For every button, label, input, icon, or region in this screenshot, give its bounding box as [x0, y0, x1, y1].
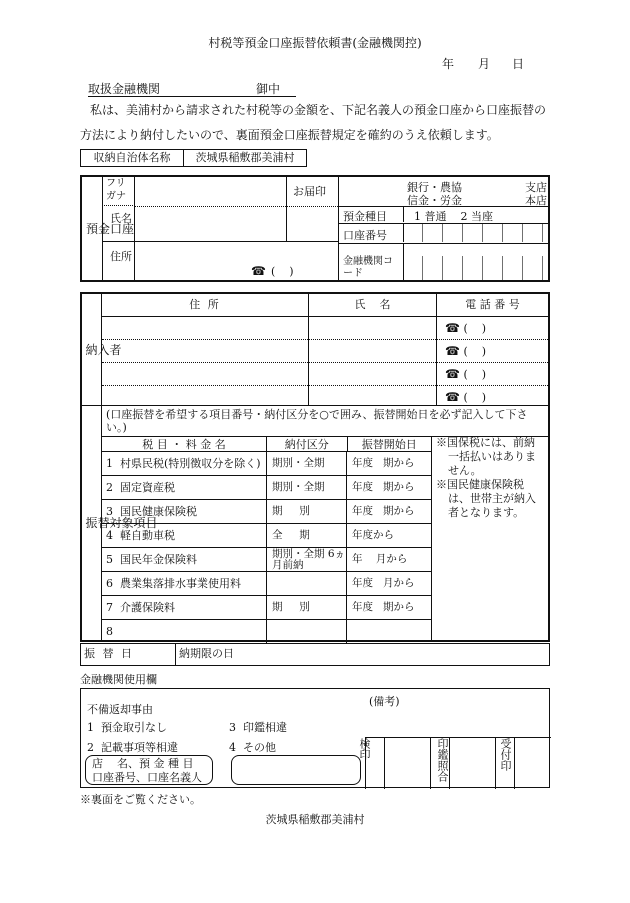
bank-use-reason-label: 不備返却事由: [87, 703, 153, 716]
transfer-day-label: 振 替 日: [81, 644, 176, 666]
transfer-item-division: 期 別: [267, 500, 347, 523]
date-year: 年: [442, 57, 455, 71]
transfer-item-name: [102, 596, 267, 619]
transfer-item-label: 国民健康保険税: [120, 505, 197, 518]
footer-org: 茨城県稲敷郡美浦村: [265, 813, 365, 826]
bracket-text: 店 名、預 金 種 目: [92, 757, 194, 770]
transfer-item-start: 年度から: [352, 529, 394, 541]
transfer-item-name: [102, 476, 267, 499]
transfer-item-division: [267, 572, 347, 595]
account-number-label: 口座番号: [343, 229, 387, 242]
payer-phone-row[interactable]: [437, 386, 548, 408]
telephone-icon: ☎: [445, 367, 460, 381]
deposit-type-options[interactable]: 1 普通 2 当座: [414, 210, 493, 223]
telephone-icon: ☎: [445, 390, 460, 404]
inspection-stamp-label: 検印: [366, 738, 385, 789]
transfer-item-name: [102, 620, 267, 643]
bank-recipient-line[interactable]: [88, 80, 296, 97]
transfer-header-division: 納付区分: [267, 436, 348, 451]
receipt-stamp-box[interactable]: [515, 738, 551, 789]
transfer-items-list: [102, 436, 431, 643]
transfer-item-number: 1: [106, 457, 113, 470]
head-office-label: 本店: [525, 194, 547, 207]
transfer-item-number: 3: [106, 505, 113, 518]
telephone-icon: ☎: [445, 321, 460, 335]
bank-types-2: 信金・労金: [407, 194, 462, 207]
collector-label: 収納自治体名称: [81, 150, 184, 167]
transfer-item-start: 年度 期から: [352, 505, 415, 517]
footer-note: ※裏面をご覧ください。: [80, 793, 201, 806]
account-side-label: 預金口座: [86, 221, 135, 236]
bank-use-bracket: [85, 755, 213, 785]
transfer-item-name: [102, 452, 267, 475]
seal-check-box[interactable]: [450, 738, 496, 789]
transfer-item-label: 国民年金保険料: [120, 553, 197, 566]
transfer-item-start: [347, 620, 431, 643]
bank-code-label: 金融機関コード: [343, 256, 393, 279]
transfer-item-row[interactable]: [102, 620, 431, 643]
bank-recipient-suffix: 御中: [256, 82, 281, 96]
seal-label: お届印: [293, 185, 326, 198]
transfer-item-row[interactable]: [102, 500, 431, 524]
date-month: 月: [478, 57, 491, 71]
transfer-item-row[interactable]: [102, 452, 431, 476]
transfer-item-label: 農業集落排水事業使用料: [120, 577, 241, 590]
collector-value: 茨城県稲敷郡美浦村: [184, 150, 307, 167]
transfer-item-label: 介護保険料: [120, 601, 175, 614]
transfer-item-name: [102, 500, 267, 523]
transfer-item-row[interactable]: [102, 596, 431, 620]
payer-phone-row[interactable]: [437, 317, 548, 340]
transfer-item-row[interactable]: [102, 548, 431, 572]
transfer-header-name: 税 目 ・ 料 金 名: [102, 436, 267, 451]
intro-paragraph: 私は、美浦村から請求された村税等の金額を、下記名義人の預金口座から口座振替の方法により納付したいので、裏面預金口座振替規定を確約のうえ依頼します。: [80, 103, 547, 142]
phone-paren: ( ): [463, 391, 487, 404]
bank-use-remarks: (備考): [369, 695, 400, 708]
transfer-item-start: 年度 期から: [352, 481, 415, 493]
transfer-item-name: [102, 572, 267, 595]
transfer-item-number: 2: [106, 481, 113, 494]
bank-stamp-area: [358, 737, 551, 789]
transfer-item-row[interactable]: [102, 476, 431, 500]
phone-paren: ( ): [463, 322, 487, 335]
transfer-item-name: [102, 548, 267, 571]
transfer-header-start: 振替開始日: [361, 438, 417, 451]
transfer-item-label: 村県民税(特別徴収分を除く): [120, 457, 261, 470]
telephone-icon: ☎: [251, 264, 266, 278]
bank-use-block: [80, 688, 550, 788]
transfer-note: ※国民健康保険税は、世帯主が納入者となります。: [436, 478, 536, 519]
transfer-item-division: 期別・全期 6ヵ月前納: [267, 548, 347, 571]
account-phone-paren[interactable]: ( ): [271, 265, 294, 278]
transfer-item-number: 4: [106, 529, 113, 542]
transfer-item-start: 年度 月から: [352, 577, 415, 589]
bank-use-reason[interactable]: 2 記載事項等相違: [87, 741, 178, 754]
transfer-item-start: 年度 期から: [352, 457, 415, 469]
transfer-item-name: [102, 524, 267, 547]
transfer-day-value: 納期限の日: [176, 644, 550, 666]
transfer-item-division: 期別・全期: [267, 476, 347, 499]
transfer-item-division: 期 別: [267, 596, 347, 619]
transfer-item-number: 5: [106, 553, 113, 566]
transfer-item-label: 軽自動車税: [120, 529, 175, 542]
payer-side-label: 納入者: [85, 342, 122, 357]
bank-name-area[interactable]: [338, 177, 549, 207]
address-input[interactable]: [135, 242, 338, 280]
bank-use-reason[interactable]: 1 預金取引なし: [87, 721, 167, 734]
transfer-item-label: 固定資産税: [120, 481, 175, 494]
bank-use-reason[interactable]: 3 印鑑相違: [229, 721, 287, 734]
name-label: 氏名: [102, 206, 135, 242]
branch-label: 支店: [525, 181, 547, 194]
bank-recipient-label: 取扱金融機関: [88, 82, 161, 96]
transfer-item-division: 全 期: [267, 524, 347, 547]
transfer-item-number: 8: [106, 625, 113, 638]
payer-transfer-block: [80, 292, 550, 642]
date-day: 日: [512, 57, 525, 71]
furigana-label: フリガナ: [102, 177, 135, 206]
transfer-item-row[interactable]: [102, 524, 431, 548]
transfer-note: ※国保税には、前納一括払いはありません。: [436, 436, 536, 477]
receipt-stamp-label: 受付印: [496, 738, 515, 789]
deposit-type-label: 預金種目: [343, 210, 387, 223]
payer-name-header: 氏 名: [309, 294, 436, 317]
bracket-text: 口座番号、口座名義人: [92, 771, 202, 784]
bank-use-other-input[interactable]: [231, 755, 361, 785]
transfer-day-table: [80, 643, 550, 666]
account-block: [80, 175, 550, 282]
transfer-notes: [431, 436, 548, 640]
phone-paren: ( ): [463, 368, 487, 381]
payer-address-header: 住 所: [102, 294, 308, 317]
transfer-item-division: [267, 620, 347, 643]
bank-use-reason[interactable]: 4 その他: [229, 741, 276, 754]
seal-box[interactable]: [286, 206, 338, 242]
bank-use-heading: 金融機関使用欄: [80, 673, 157, 686]
bank-types-1: 銀行・農協: [407, 181, 462, 194]
transfer-item-row[interactable]: [102, 572, 431, 596]
page-title: 村税等預金口座振替依頼書(金融機関控): [208, 36, 422, 50]
address-label: 住所: [102, 242, 135, 280]
telephone-icon: ☎: [445, 344, 460, 358]
transfer-item-number: 7: [106, 601, 113, 614]
account-number-boxes[interactable]: [403, 224, 549, 242]
name-input[interactable]: [135, 206, 286, 242]
seal-check-label: 印鑑照合: [431, 738, 450, 789]
transfer-item-start: 年 月から: [352, 553, 408, 565]
transfer-item-start: 年度 期から: [352, 601, 415, 613]
payer-phone-header: 電 話 番 号: [437, 294, 548, 317]
transfer-side-label: 振替対象項目: [85, 516, 158, 530]
transfer-item-number: 6: [106, 577, 113, 590]
transfer-instruction: (口座振替を希望する項目番号・納付区分を○で囲み、振替開始日を必ず記入して下さい。): [106, 408, 528, 434]
inspection-stamp-box[interactable]: [385, 738, 431, 789]
phone-paren: ( ): [463, 345, 487, 358]
collector-table: [80, 149, 307, 167]
bank-code-boxes[interactable]: [403, 256, 549, 280]
transfer-item-division: 期別・全期: [267, 452, 347, 475]
payer-phone-row[interactable]: [437, 340, 548, 363]
payer-phone-row[interactable]: [437, 363, 548, 386]
